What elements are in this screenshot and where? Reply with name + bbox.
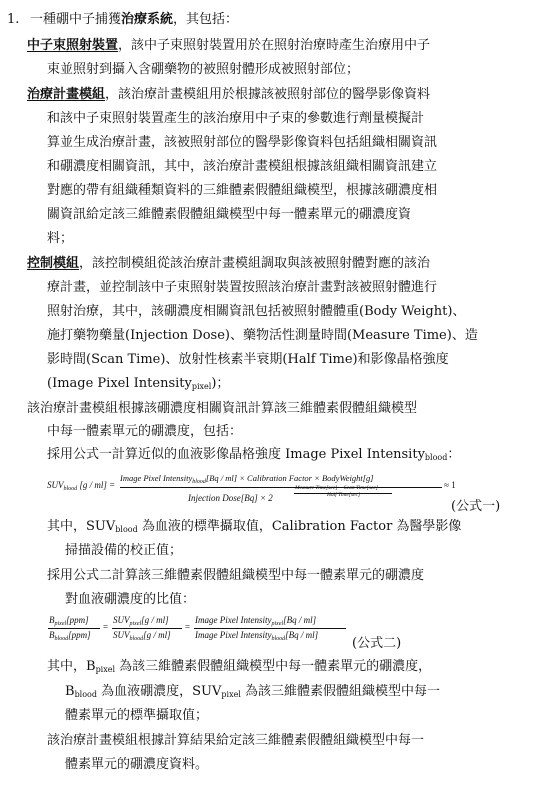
formula-2-f3-denominator: Image Pixel Intensity$_{blood}$[Bq / ml]	[195, 630, 319, 642]
calc-text-3-sub: blood	[424, 453, 448, 462]
beam-line-2: 束並照射到攝入含硼藥物的被照射體形成被照射部位；	[47, 62, 360, 77]
calc-text-3a: 採用公式一計算近似的血液影像晶格強度 Image Pixel Intensity	[47, 447, 425, 462]
formula-1-exponent-denominator: Half Time[sec]	[327, 492, 361, 498]
def1-line-1	[47, 519, 461, 538]
plan-line-2: 和該中子束照射裝置產生的該治療用中子束的參數進行劑量模擬計	[47, 111, 425, 126]
claim-intro	[30, 12, 238, 28]
formula-1-fraction-bar	[120, 487, 442, 488]
control-line-3: 照射治療，其中，該硼濃度相關資訊包括被照射體體重(Body Weight)、	[47, 304, 466, 319]
def2-text-2c: 為該三維體素假體組織模型中每一	[240, 684, 441, 699]
formula-2-f2-bar	[112, 628, 182, 629]
plan-line-5: 對應的帶有組織種類資料的三維體素假體組織模型，根據該硼濃度相	[47, 183, 438, 198]
final-line-2: 體素單元的硼濃度資料。	[65, 757, 209, 772]
final-line-1: 該治療計畫模組根據計算結果給定該三維體素假體組織模型中每一	[47, 733, 425, 748]
calc-line-3	[47, 447, 460, 466]
claim-intro-system: 治療系統	[121, 12, 174, 27]
claim-intro-text-c: ，其包括：	[173, 12, 239, 27]
def2-text-1-sub: pixel	[95, 665, 116, 674]
formula-1-rhs: ≈ 1	[444, 480, 456, 490]
formula-1-denominator: Injection Dose[Bq] × 2	[188, 493, 273, 503]
beam-line-1	[27, 38, 430, 54]
calc2-line-2: 對血液硼濃度的比值：	[65, 592, 196, 607]
beam-title: 中子束照射裝置	[27, 38, 119, 53]
formula-1-lhs: $SUV_{blood}$ [g / ml] =	[47, 480, 116, 492]
formula-1-label: (公式一)	[451, 499, 501, 514]
plan-line-3: 算並生成治療計畫，該被照射部位的醫學影像資料包括組織相關資訊	[47, 135, 438, 150]
formula-2-eq-1: =	[103, 622, 109, 632]
formula-1-exponent-numerator: Measure Time[sec] − Scan Time[sec]	[295, 485, 378, 491]
claim-number: 1.	[7, 12, 20, 27]
control-line-1	[27, 256, 430, 272]
def2-text-2-sub: blood	[74, 690, 97, 699]
control-line-5: 影時間(Scan Time)、放射性核素半衰期(Half Time)和影像晶格強度	[47, 352, 449, 367]
def2-text-1b: 為該三維體素假體組織模型中每一體素單元的硼濃度，	[115, 659, 432, 674]
claim-intro-text-a: 一種硼中子捕獲	[30, 12, 122, 27]
def2-text-1a: 其中，B	[47, 659, 96, 674]
formula-2-label: (公式二)	[352, 636, 402, 651]
calc-text-3b: ：	[447, 447, 461, 462]
plan-text-1: ，該治療計畫模組用於根據該被照射部位的醫學影像資料	[105, 87, 431, 102]
def1-text-1b: 為血液的標準攝取值，Calibration Factor 為醫學影像	[137, 519, 462, 534]
formula-1-numerator: Image Pixel Intensity$_{blood}$[Bq / ml] × Calibration Factor × BodyWeight[g]	[120, 473, 374, 485]
formula-2-f2-numerator: $SUV_{pixel}[g / ml]$	[113, 615, 169, 627]
formula-2-f2-denominator: $SUV_{blood}[g / ml]$	[113, 630, 171, 642]
plan-line-7: 料；	[47, 231, 74, 246]
control-text-6-sub: pixel	[191, 382, 212, 391]
plan-line-4: 和硼濃度相關資訊，其中，該治療計畫模組根據該組織相關資訊建立	[47, 159, 438, 174]
control-text-6a: (Image Pixel Intensity	[47, 376, 192, 391]
def2-line-1	[47, 659, 431, 678]
control-line-6	[47, 376, 229, 395]
def2-text-2b: 為血液硼濃度，SUV	[97, 684, 222, 699]
def2-line-2	[65, 684, 440, 703]
calc-line-2: 中每一體素單元的硼濃度，包括：	[47, 424, 243, 439]
beam-text-1: ，該中子束照射裝置用於在照射治療時產生治療用中子	[118, 38, 431, 53]
formula-2-f1-bar	[48, 628, 100, 629]
def2-text-2-sub2: pixel	[221, 690, 241, 699]
control-text-1: ，該控制模組從該治療計畫模組調取與該被照射體對應的該治	[79, 256, 431, 271]
def2-text-2a: B	[65, 684, 75, 699]
def2-line-3: 體素單元的標準攝取值；	[65, 708, 209, 723]
def1-text-1a: 其中，SUV	[47, 519, 116, 534]
plan-line-1	[27, 87, 430, 103]
plan-title: 治療計畫模組	[27, 87, 106, 102]
def1-line-2: 掃描設備的校正值；	[65, 543, 183, 558]
calc-line-1: 該治療計畫模組根據該硼濃度相關資訊計算該三維體素假體組織模型	[27, 401, 418, 416]
formula-2-f1-denominator: $B_{blood}[ppm]$	[49, 630, 91, 642]
calc2-line-1: 採用公式二計算該三維體素假體組織模型中每一體素單元的硼濃度	[47, 568, 425, 583]
control-title: 控制模組	[27, 256, 80, 271]
formula-2-f3-numerator: Image Pixel Intensity$_{pixel}$[Bq / ml]	[195, 615, 317, 627]
formula-2-f1-numerator: $B_{pixel}[ppm]$	[49, 615, 89, 627]
formula-2-f3-bar	[194, 628, 346, 629]
def1-text-1-sub: blood	[115, 525, 138, 534]
plan-line-6: 關資訊給定該三維體素假體組織模型中每一體素單元的硼濃度資	[47, 207, 412, 222]
control-text-6b: )；	[211, 376, 230, 391]
control-line-2: 療計畫，並控制該中子束照射裝置按照該治療計畫對該被照射體進行	[47, 280, 438, 295]
control-line-4: 施打藥物藥量(Injection Dose)、藥物活性測量時間(Measure Time)、造	[47, 328, 478, 343]
formula-2-eq-2: =	[185, 622, 191, 632]
